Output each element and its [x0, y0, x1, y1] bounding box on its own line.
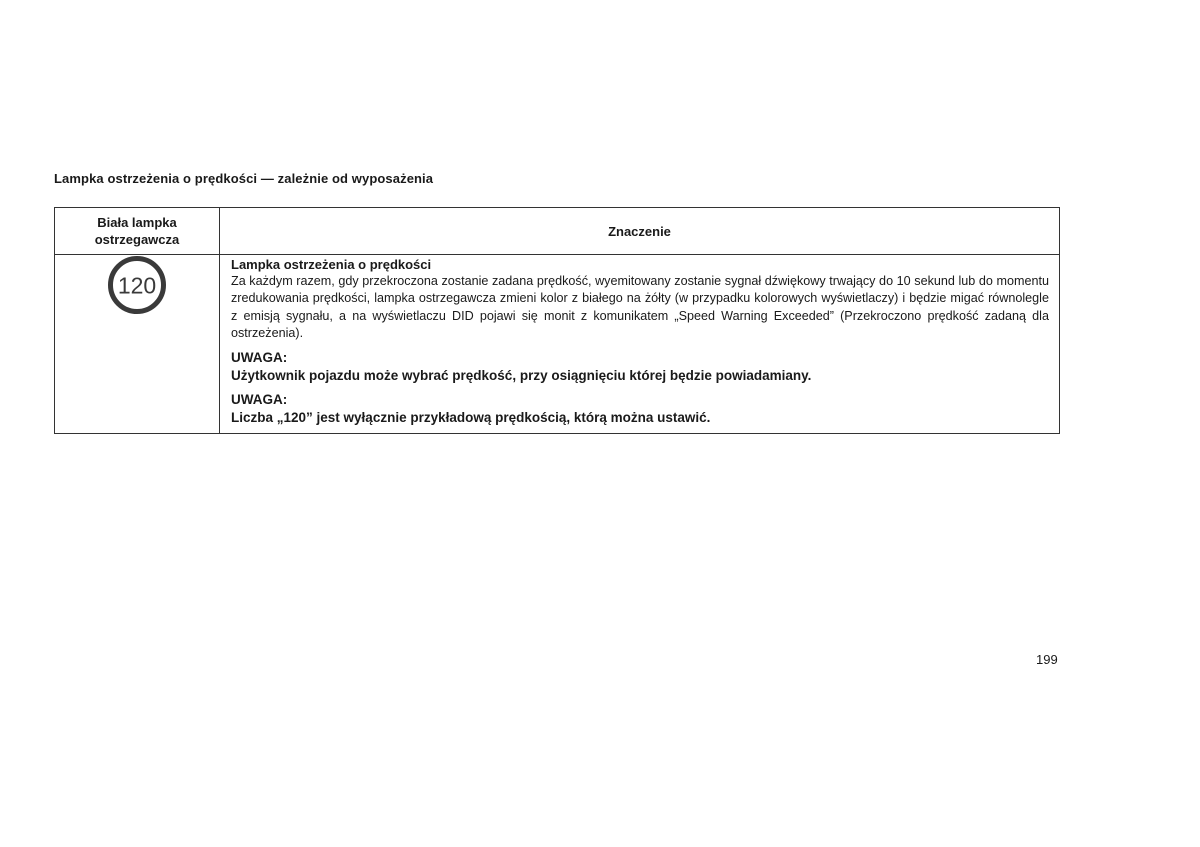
note-text-1: Użytkownik pojazdu może wybrać prędkość, przy osiągnięciu której będzie powiadamiany. — [231, 367, 812, 383]
icon-column-header: Biała lampka ostrzegawcza — [55, 208, 220, 255]
icon-cell — [55, 255, 220, 434]
section-title: Lampka ostrzeżenia o prędkości — zależnie od wyposażenia — [54, 171, 434, 186]
note-label-1: UWAGA: — [231, 349, 288, 365]
page-number: 199 — [1036, 652, 1058, 667]
speed-value-text: 120 — [117, 272, 157, 299]
description-text: Za każdym razem, gdy przekroczona zostanie zadana prędkość, wyemitowany zostanie sygnał dźwiękowy trwający do 10 sekund lub do momentu zredukowania prędkości, lampka ostrzegawcza zmieni kolor z białego na żółty (w przypadku kolorowych wyświetlaczy) i będzie migać równolegle z emisją sygnału, a na wyświetlaczu DID pojawi się monit z komunikatem „Speed Warning Exceeded” (Przekroczono prędkość zadaną dla ostrzeżenia). — [231, 274, 1049, 341]
note-text-2: Liczba „120” jest wyłącznie przykładową prędkością, którą można ustawić. — [231, 409, 711, 425]
meaning-cell — [220, 255, 1060, 434]
table-row — [55, 255, 1060, 434]
speed-warning-120-icon — [107, 255, 167, 315]
warning-light-table — [54, 207, 1060, 434]
note-label-2: UWAGA: — [231, 391, 288, 407]
meaning-column-header: Znaczenie — [220, 208, 1060, 255]
table-header-row — [55, 208, 1060, 255]
description-heading: Lampka ostrzeżenia o prędkości — [231, 257, 432, 272]
